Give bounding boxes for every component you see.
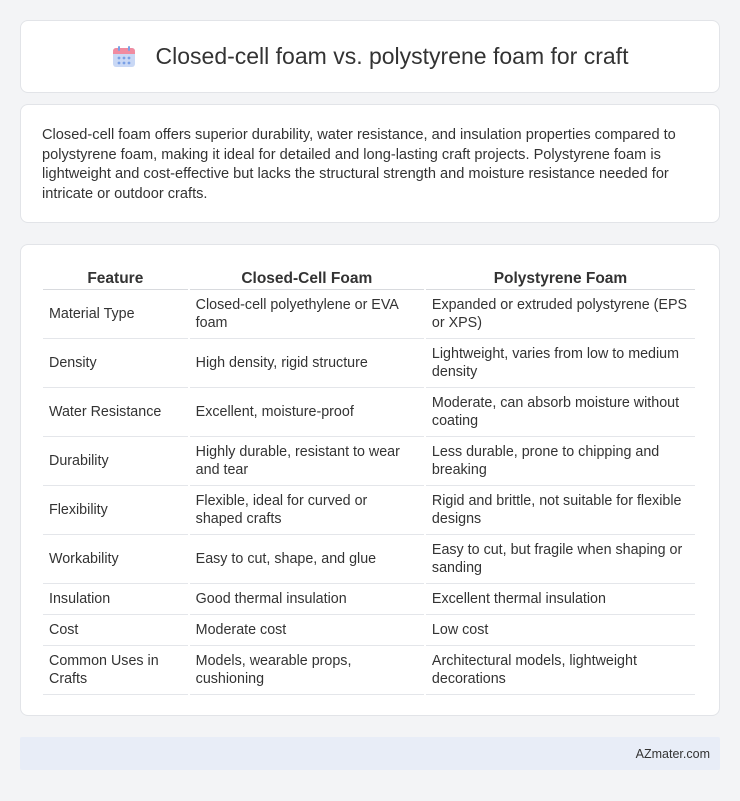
comparison-table (41, 266, 697, 695)
polystyrene-cell: Low cost (426, 615, 695, 646)
feature-cell: Common Uses in Crafts (43, 646, 188, 695)
closed-cell-cell: Moderate cost (190, 615, 424, 646)
header-closed-cell: Closed-Cell Foam (190, 266, 424, 290)
closed-cell-cell: Excellent, moisture-proof (190, 388, 424, 437)
closed-cell-cell: Closed-cell polyethylene or EVA foam (190, 290, 424, 339)
footer-brand-link[interactable]: AZmater.com (635, 746, 710, 761)
polystyrene-cell: Moderate, can absorb moisture without coating (426, 388, 695, 437)
closed-cell-cell: Easy to cut, shape, and glue (190, 535, 424, 584)
polystyrene-cell: Lightweight, varies from low to medium density (426, 339, 695, 388)
page-title: Closed-cell foam vs. polystyrene foam for craft (155, 43, 629, 69)
closed-cell-cell: Good thermal insulation (190, 584, 424, 615)
table-row (43, 615, 695, 646)
closed-cell-cell: Flexible, ideal for curved or shaped crafts (190, 486, 424, 535)
summary-card (20, 104, 720, 223)
closed-cell-cell: High density, rigid structure (190, 339, 424, 388)
table-row (43, 486, 695, 535)
feature-cell: Material Type (43, 290, 188, 339)
calendar-icon (112, 45, 136, 69)
footer (20, 737, 720, 770)
closed-cell-cell: Highly durable, resistant to wear and tear (190, 437, 424, 486)
polystyrene-cell: Expanded or extruded polystyrene (EPS or XPS) (426, 290, 695, 339)
table-row (43, 388, 695, 437)
table-row (43, 646, 695, 695)
feature-cell: Workability (43, 535, 188, 584)
comparison-table-card (20, 244, 720, 716)
header-polystyrene: Polystyrene Foam (426, 266, 695, 290)
table-row (43, 535, 695, 584)
summary-text: Closed-cell foam offers superior durability, water resistance, and insulation properties compared to polystyrene foam, making it ideal for detailed and long-lasting craft projects. Polystyrene foam is lightweight and cost-effective but lacks the structural strength and moisture resistance needed for intricate or outdoor crafts. (42, 127, 676, 202)
title-card (20, 20, 720, 93)
polystyrene-cell: Less durable, prone to chipping and breaking (426, 437, 695, 486)
table-header-row (43, 266, 695, 290)
table-row (43, 290, 695, 339)
polystyrene-cell: Excellent thermal insulation (426, 584, 695, 615)
table-row (43, 437, 695, 486)
feature-cell: Flexibility (43, 486, 188, 535)
feature-cell: Durability (43, 437, 188, 486)
closed-cell-cell: Models, wearable props, cushioning (190, 646, 424, 695)
feature-cell: Water Resistance (43, 388, 188, 437)
polystyrene-cell: Architectural models, lightweight decorations (426, 646, 695, 695)
header-feature: Feature (43, 266, 188, 290)
feature-cell: Insulation (43, 584, 188, 615)
table-row (43, 584, 695, 615)
polystyrene-cell: Rigid and brittle, not suitable for flexible designs (426, 486, 695, 535)
table-row (43, 339, 695, 388)
polystyrene-cell: Easy to cut, but fragile when shaping or sanding (426, 535, 695, 584)
feature-cell: Density (43, 339, 188, 388)
feature-cell: Cost (43, 615, 188, 646)
